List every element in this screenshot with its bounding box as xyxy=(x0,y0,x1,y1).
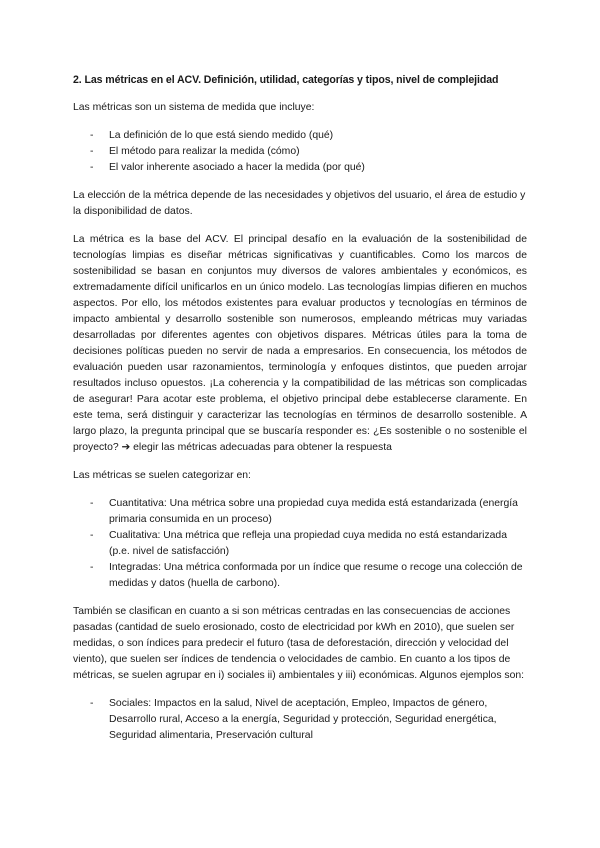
list-item: - Integradas: Una métrica conformada por un índice que resume o recoge una colección de medidas y datos (huella de carbono). xyxy=(73,560,527,592)
categories-intro: Las métricas se suelen categorizar en: xyxy=(73,470,251,481)
base-paragraph: La métrica es la base del ACV. El principal desafío en la evaluación de la sostenibilidad de tecnologías limpias es diseñar métricas significativas y cuantificables. Como los marcos de sostenibilidad se basan en conjuntos muy diversos de valores ambientales y económicos, es extremadamente difícil unificarlos en un único modelo. Las tecnologías limpias difieren en muchos aspectos. Por ello, los métodos existentes para evaluar productos y tecnologías en términos de impacto ambiental y desarrollo sostenible son numerosos, empleando métricas muy variadas desarrolladas por diferentes agentes con objetivos dispares. Métricas útiles para la toma de decisiones políticas pueden no servir de nada a empresarios. En consecuencia, los métodos de evaluación pueden usar razonamientos, terminología y enfoques distintos, que pueden arrojar resultados incluso opuestos. ¡La coherencia y la compatibilidad de las métricas son complicadas de asegurar! Para acotar este problema, el objetivo principal debe establecerse claramente. En este tema, será distinguir y caracterizar las tecnologías en términos de desarrollo sostenible. A largo plazo, la pregunta principal que se buscaría responder es: ¿Es sostenible o no sostenible el proyecto? ➔ elegir las métricas adecuadas para obtener la respuesta xyxy=(73,234,527,453)
list-item: - La definición de lo que está siendo medido (qué) xyxy=(73,128,527,144)
choice-paragraph: La elección de la métrica depende de las necesidades y objetivos del usuario, el área de estudio y la disponibilidad de datos. xyxy=(73,190,526,217)
section-heading: 2. Las métricas en el ACV. Definición, utilidad, categorías y tipos, nivel de complejidad xyxy=(73,74,499,86)
classification-paragraph: También se clasifican en cuanto a si son métricas centradas en las consecuencias de acciones pasadas (cantidad de suelo erosionado, costo de electricidad por kWh en 2010), que suelen ser medidas, o son índices para predecir el futuro (tasa de deforestación, dirección y velocidad del viento), que suelen ser índices de tendencia o velocidades de cambio. En cuanto a los tipos de métricas, se suelen agrupar en i) sociales ii) ambientales y iii) económicas. Algunos ejemplos son: xyxy=(73,606,525,681)
categories-list xyxy=(73,496,527,592)
list-item: - El método para realizar la medida (cómo) xyxy=(73,144,527,160)
list-item: - Cuantitativa: Una métrica sobre una propiedad cuya medida está estandarizada (energía primaria consumida en un proceso) xyxy=(73,496,527,528)
document-page xyxy=(73,72,527,756)
list-item: - Cualitativa: Una métrica que refleja una propiedad cuya medida no está estandarizada (p.e. nivel de satisfacción) xyxy=(73,528,527,560)
list-item: - Sociales: Impactos en la salud, Nivel de aceptación, Empleo, Impactos de género, Desarrollo rural, Acceso a la energía, Seguridad y protección, Seguridad energética, Seguridad alimentaria, Preservación cultural xyxy=(73,696,527,744)
intro-list xyxy=(73,128,527,176)
list-item: - El valor inherente asociado a hacer la medida (por qué) xyxy=(73,160,527,176)
intro-paragraph: Las métricas son un sistema de medida que incluye: xyxy=(73,102,315,113)
examples-list xyxy=(73,696,527,744)
